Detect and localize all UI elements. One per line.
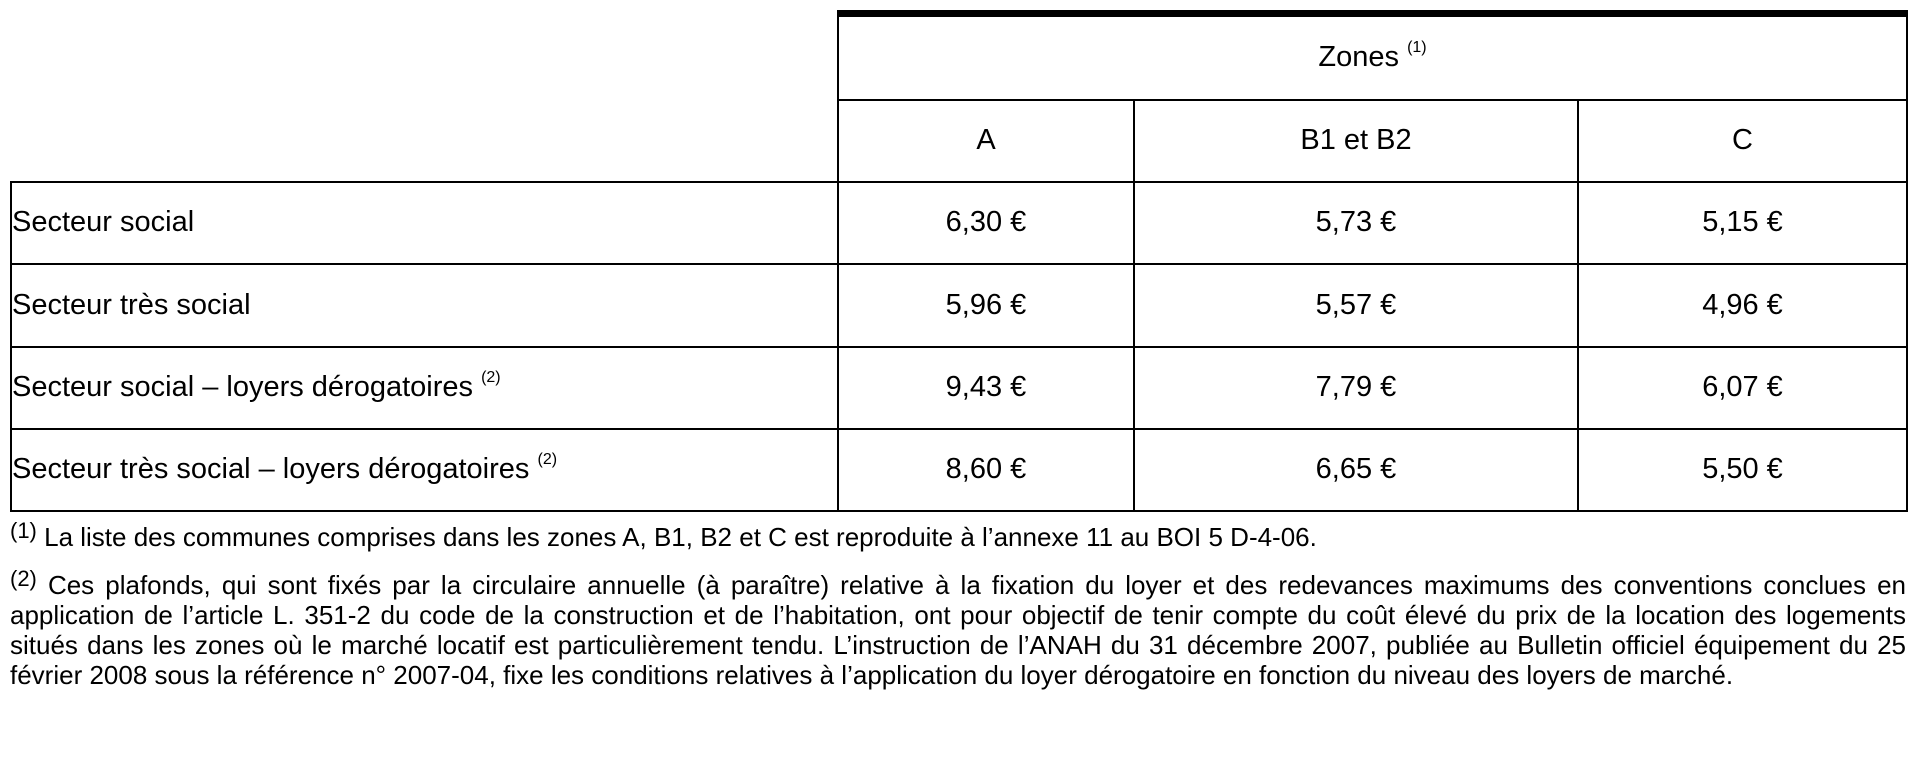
value-cell-zone-c: 5,50 € xyxy=(1578,429,1907,511)
value-cell-zone-a: 5,96 € xyxy=(838,264,1134,347)
row-label xyxy=(11,347,838,429)
value-cell-zone-b1-b2: 6,65 € xyxy=(1134,429,1578,511)
footnotes xyxy=(10,518,1906,690)
table-row xyxy=(11,264,1907,347)
footnote-2-text: Ces plafonds, qui sont fixés par la circulaire annuelle (à paraître) relative à la fixation du loyer et des redevances maximums des conventions conclues en application de l’article L. 351-2 du code de la construction et de l’habitation, ont pour objectif de tenir compte du coût élevé du prix de la location des logements situés dans les zones où le marché locatif est particulièrement tendu. L’instruction de l’ANAH du 31 décembre 2007, publiée au Bulletin officiel équipement du 25 février 2008 sous la référence n° 2007-04, fixe les conditions relatives à l’application du loyer dérogatoire en fonction du niveau des loyers de marché. xyxy=(10,570,1906,690)
header-row-zones xyxy=(11,14,1907,100)
empty-corner-cell xyxy=(11,14,838,182)
footnote-2-marker: (2) xyxy=(10,566,37,591)
footnote-1 xyxy=(10,518,1906,552)
table-row xyxy=(11,347,1907,429)
value-cell-zone-b1-b2: 5,57 € xyxy=(1134,264,1578,347)
value-cell-zone-a: 6,30 € xyxy=(838,182,1134,264)
zones-header xyxy=(838,14,1907,100)
value-cell-zone-a: 9,43 € xyxy=(838,347,1134,429)
zones-header-label: Zones xyxy=(1318,41,1399,74)
rent-ceiling-table xyxy=(10,10,1908,512)
row-label-text: Secteur très social – loyers dérogatoires xyxy=(12,453,530,485)
row-label xyxy=(11,182,838,264)
row-footnote-marker: (2) xyxy=(481,369,501,386)
value-cell-zone-b1-b2: 5,73 € xyxy=(1134,182,1578,264)
zone-column-header-a: A xyxy=(838,100,1134,182)
table-row xyxy=(11,182,1907,264)
zone-column-header-c: C xyxy=(1578,100,1907,182)
row-label xyxy=(11,429,838,511)
value-cell-zone-b1-b2: 7,79 € xyxy=(1134,347,1578,429)
rent-ceiling-table-container xyxy=(10,10,1906,512)
row-footnote-marker: (2) xyxy=(537,451,558,468)
footnote-1-text: La liste des communes comprises dans les zones A, B1, B2 et C est reproduite à l’annexe 11 au BOI 5 D-4-06. xyxy=(36,522,1317,552)
footnote-1-marker: (1) xyxy=(10,518,37,543)
row-label xyxy=(11,264,838,347)
value-cell-zone-c: 6,07 € xyxy=(1578,347,1907,429)
row-label-text: Secteur très social xyxy=(12,288,251,321)
zones-footnote-marker: (1) xyxy=(1407,39,1427,57)
value-cell-zone-c: 4,96 € xyxy=(1578,264,1907,347)
value-cell-zone-c: 5,15 € xyxy=(1578,182,1907,264)
zone-column-header-b1-b2: B1 et B2 xyxy=(1134,100,1578,182)
row-label-text: Secteur social xyxy=(12,206,195,238)
row-label-text: Secteur social – loyers dérogatoires xyxy=(12,371,474,403)
value-cell-zone-a: 8,60 € xyxy=(838,429,1134,511)
footnote-2 xyxy=(10,566,1906,690)
table-row xyxy=(11,429,1907,511)
